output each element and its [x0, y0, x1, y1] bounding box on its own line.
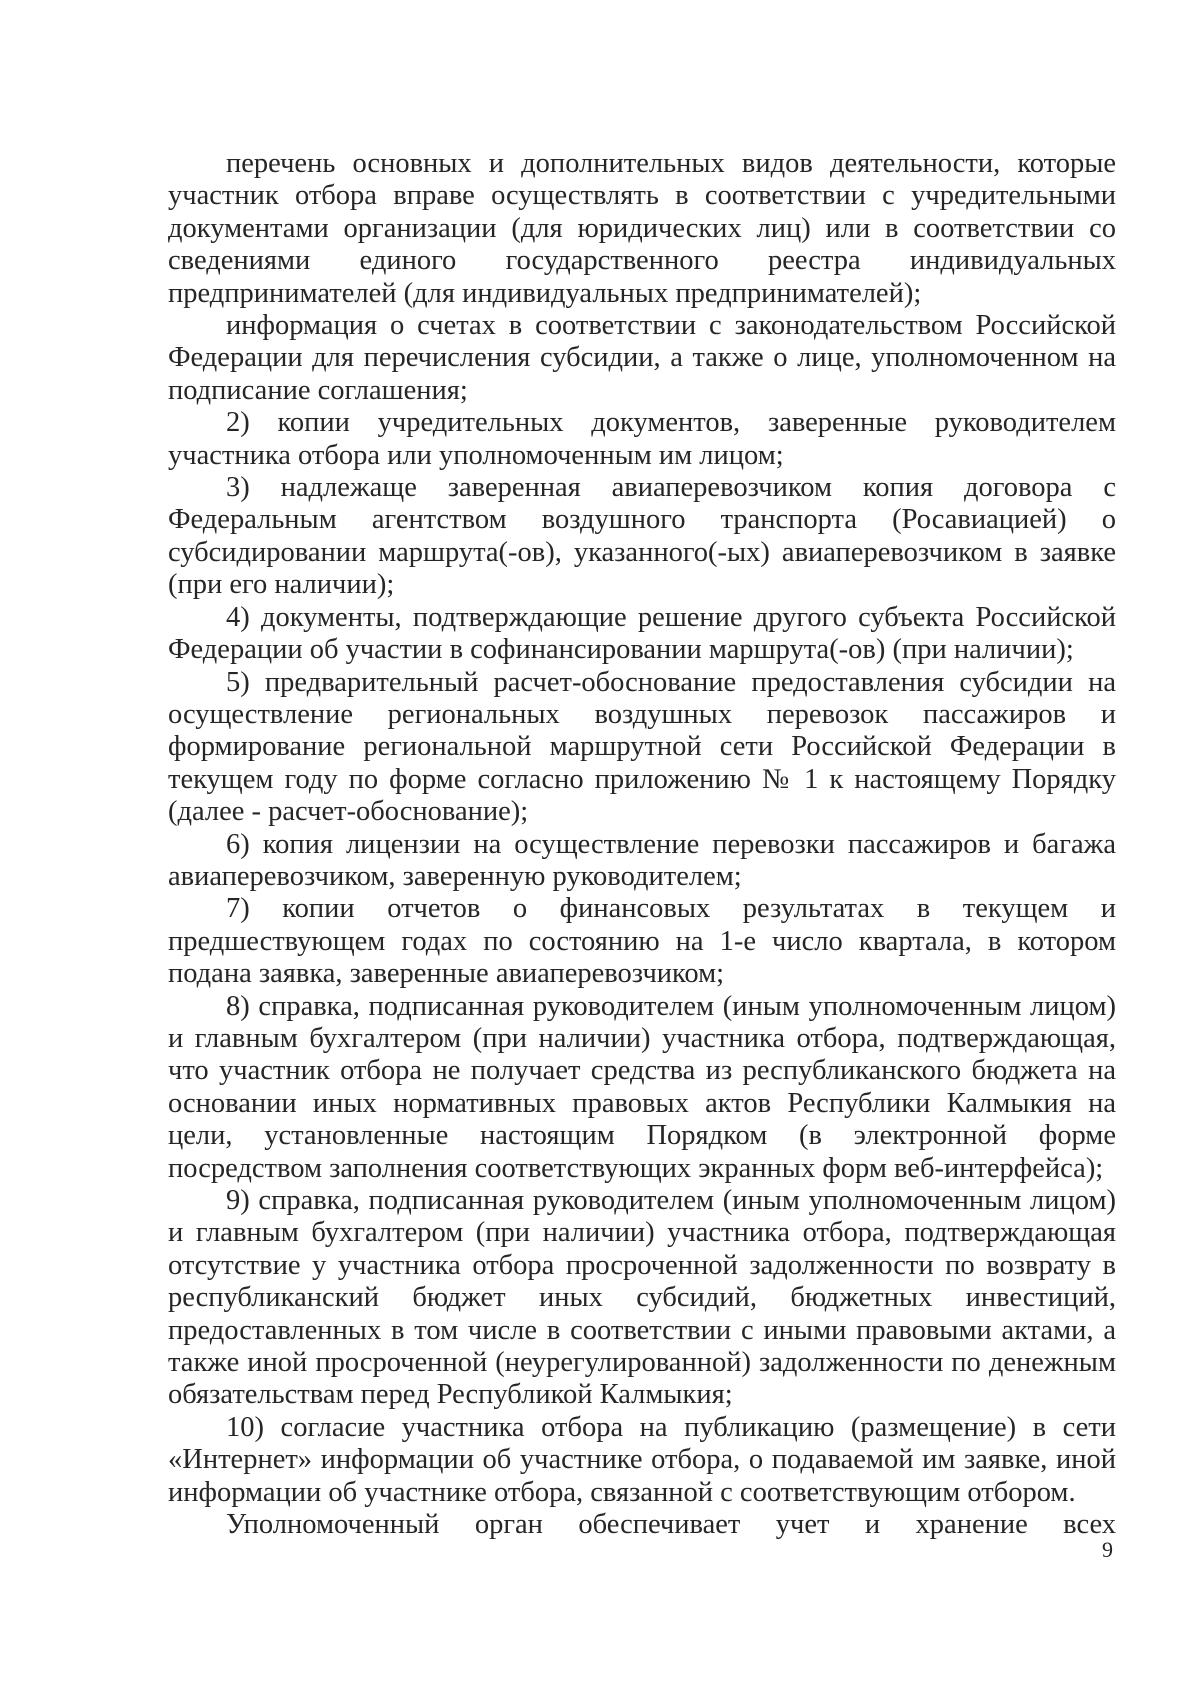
- paragraph-item-9: 9) справка, подписанная руководителем (иным уполномоченным лицом) и главным бухгалтером (при наличии) участника отбора, подтверждающая отсутствие у участника отбора просроченной задолженности по возврату в республиканский бюджет иных субсидий, бюджетных инвестиций, предоставленных в том числе в соответствии с иными правовыми актами, а также иной просроченной (неурегулированной) задолженности по денежным обязательствам перед Республикой Калмыкия;: [168, 1185, 1116, 1411]
- paragraph-item-4: 4) документы, подтверждающие решение другого субъекта Российской Федерации об участии в софинансировании маршрута(-ов) (при наличии);: [168, 601, 1116, 666]
- paragraph-item-7: 7) копии отчетов о финансовых результатах в текущем и предшествующем годах по состоянию на 1-е число квартала, в котором подана заявка, заверенные авиаперевозчиком;: [168, 893, 1116, 990]
- paragraph-item-2: 2) копии учредительных документов, заверенные руководителем участника отбора или уполномоченным им лицом;: [168, 407, 1116, 471]
- paragraph-bank-accounts: информация о счетах в соответствии с законодательством Российской Федерации для перечисления субсидии, а также о лице, уполномоченном на подписание соглашения;: [168, 310, 1116, 406]
- paragraph-item-5: 5) предварительный расчет-обоснование предоставления субсидии на осуществление региональных воздушных перевозок пассажиров и формирование региональной маршрутной сети Российской Федерации в текущем году по форме согласно приложению № 1 к настоящему Порядку (далее - расчет-обоснование);: [168, 666, 1116, 828]
- paragraph-item-8: 8) справка, подписанная руководителем (иным уполномоченным лицом) и главным бухгалтером (при наличии) участника отбора, подтверждающая, что участник отбора не получает средства из республиканского бюджета на основании иных нормативных правовых актов Республики Калмыкия на цели, установленные настоящим Порядком (в электронной форме посредством заполнения соответствующих экранных форм веб-интерфейса);: [168, 990, 1116, 1184]
- document-page: [168, 148, 1116, 1541]
- paragraph-item-10: 10) согласие участника отбора на публикацию (размещение) в сети «Интернет» информации об участнике отбора, о подаваемой им заявке, иной информации об участнике отбора, связанной с соответствующим отбором.: [168, 1411, 1116, 1508]
- paragraph-authorized-body: Уполномоченный орган обеспечивает учет и хранение всех: [226, 1509, 1116, 1541]
- paragraph-item-6: 6) копия лицензии на осуществление перевозки пассажиров и багажа авиаперевозчиком, заверенную руководителем;: [168, 828, 1116, 892]
- page-number: 9: [1102, 1537, 1113, 1562]
- paragraph-item-3: 3) надлежаще заверенная авиаперевозчиком копия договора с Федеральным агентством воздушного транспорта (Росавиацией) о субсидировании маршрута(-ов), указанного(-ых) авиаперевозчиком в заявке (при его наличии);: [168, 472, 1116, 601]
- paragraph-activities-list: перечень основных и дополнительных видов деятельности, которые участник отбора вправе осуществлять в соответствии с учредительными документами организации (для юридических лиц) или в соответствии со сведениями единого государственного реестра индивидуальных предпринимателей (для индивидуальных предпринимателей);: [168, 148, 1116, 309]
